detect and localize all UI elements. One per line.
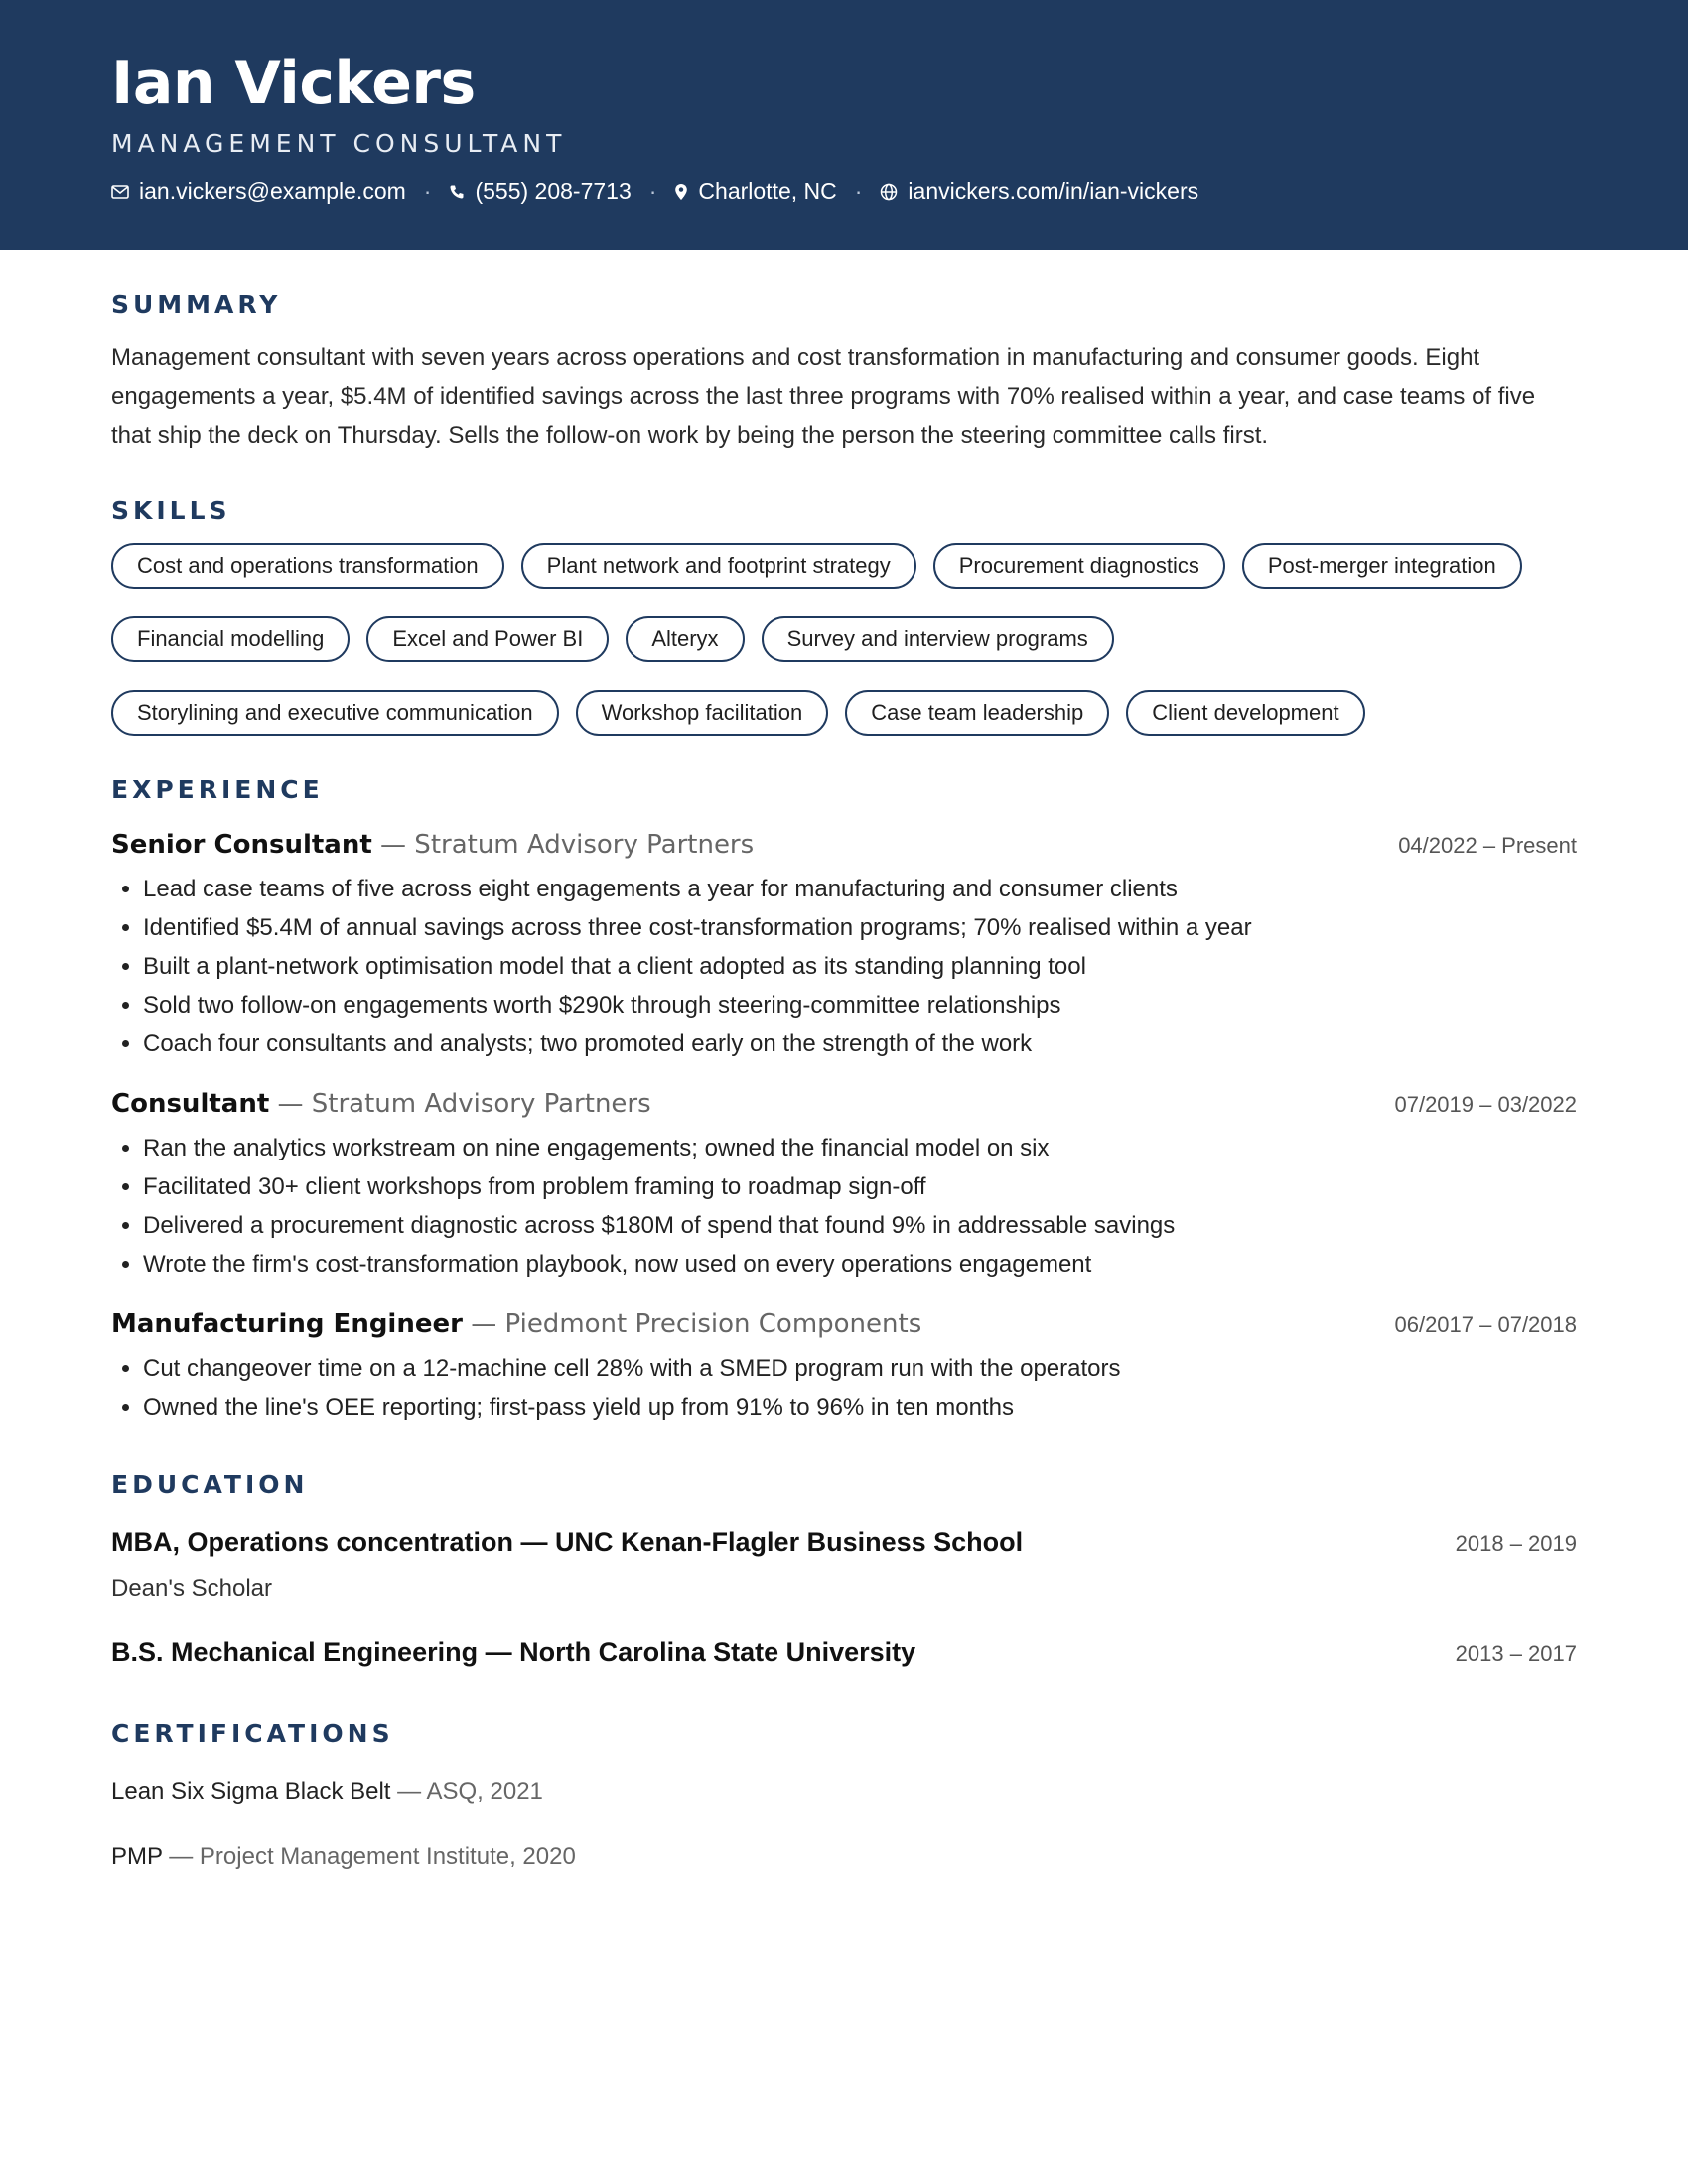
section-heading-summary: SUMMARY (111, 290, 282, 319)
skill-chip: Client development (1126, 690, 1364, 736)
job-bullets (111, 870, 1577, 1063)
location-text: Charlotte, NC (698, 178, 837, 204)
education-note: Dean's Scholar (111, 1575, 272, 1602)
job-bullet: • Built a plant-network optimisation model that a client adopted as its standing planning tool (143, 947, 1577, 986)
job-company: — Stratum Advisory Partners (269, 1089, 651, 1119)
candidate-name: Ian Vickers (111, 49, 476, 118)
job-role: Consultant (111, 1089, 270, 1119)
job-entry (111, 830, 1577, 1063)
globe-icon (880, 183, 898, 201)
job-bullet: • Sold two follow-on engagements worth $290k through steering-committee relationships (143, 986, 1577, 1024)
job-header (111, 830, 1577, 860)
experience-section (111, 775, 1577, 1427)
certifications-section (111, 1719, 1577, 1871)
education-degree: MBA, Operations concentration — UNC Kenan-Flagler Business School (111, 1527, 1024, 1557)
job-bullet: • Identified $5.4M of annual savings across three cost-transformation programs; 70% realised within a year (143, 908, 1577, 947)
certification-name: PMP (111, 1843, 163, 1870)
job-bullet: • Lead case teams of five across eight engagements a year for manufacturing and consumer clients (143, 870, 1577, 908)
summary-section (111, 290, 1577, 455)
skill-chip: Workshop facilitation (576, 690, 829, 736)
section-heading-skills: SKILLS (111, 496, 231, 525)
education-entry (111, 1527, 1577, 1603)
job-role: Manufacturing Engineer (111, 1309, 463, 1339)
job-dates: 06/2017 – 07/2018 (1394, 1312, 1577, 1337)
resume-body (0, 290, 1688, 1871)
education-dates: 2018 – 2019 (1455, 1531, 1577, 1556)
job-header (111, 1309, 1577, 1339)
education-section (111, 1470, 1577, 1668)
skill-chip: Excel and Power BI (366, 616, 609, 662)
job-bullet: • Cut changeover time on a 12-machine cell 28% with a SMED program run with the operators (143, 1349, 1577, 1388)
skills-list (111, 543, 1577, 736)
job-bullets (111, 1349, 1577, 1427)
summary-paragraph: Management consultant with seven years across operations and cost transformation in manufacturing and consumer goods. Eight engagements a year, $5.4M of identified savings across the last three programs with 70% realised within a year, and case teams of five that ship the deck on Thursday. Sells the follow-on work by being the person the steering committee calls first. (111, 344, 1536, 449)
education-degree: B.S. Mechanical Engineering — North Carolina State University (111, 1637, 916, 1667)
skill-chip: Financial modelling (111, 616, 350, 662)
job-bullet: • Delivered a procurement diagnostic across $180M of spend that found 9% in addressable savings (143, 1206, 1577, 1245)
email-text: ian.vickers@example.com (139, 178, 406, 204)
job-bullet: • Facilitated 30+ client workshops from problem framing to roadmap sign-off (143, 1167, 1577, 1206)
location-pin-icon (674, 183, 688, 201)
skills-section (111, 496, 1577, 736)
job-company: — Stratum Advisory Partners (371, 830, 755, 860)
job-bullet: • Wrote the firm's cost-transformation playbook, now used on every operations engagement (143, 1245, 1577, 1284)
contact-location (674, 178, 836, 205)
certification-entry (111, 1843, 1577, 1871)
contact-email[interactable] (111, 178, 406, 205)
contact-line (111, 178, 1577, 205)
skill-chip: Case team leadership (845, 690, 1109, 736)
website-link: ianvickers.com/in/ian-vickers (908, 178, 1199, 204)
job-bullet: • Coach four consultants and analysts; two promoted early on the strength of the work (143, 1024, 1577, 1063)
job-entry (111, 1309, 1577, 1427)
certification-issuer: — ASQ, 2021 (390, 1778, 543, 1805)
job-role: Senior Consultant (111, 830, 372, 860)
skill-chip: Storylining and executive communication (111, 690, 559, 736)
job-dates: 07/2019 – 03/2022 (1394, 1092, 1577, 1117)
mail-icon (111, 185, 129, 199)
job-bullet: • Ran the analytics workstream on nine engagements; owned the financial model on six (143, 1129, 1577, 1167)
section-heading-certifications: CERTIFICATIONS (111, 1719, 394, 1748)
skill-chip: Alteryx (626, 616, 744, 662)
section-heading-education: EDUCATION (111, 1470, 309, 1499)
job-header (111, 1089, 1577, 1119)
contact-separator: · (423, 178, 432, 204)
education-dates: 2013 – 2017 (1455, 1641, 1577, 1666)
job-company: — Piedmont Precision Components (462, 1309, 922, 1339)
contact-separator: · (648, 178, 657, 204)
certification-entry (111, 1778, 1577, 1806)
contact-separator: · (854, 178, 863, 204)
skill-chip: Plant network and footprint strategy (521, 543, 916, 589)
job-dates: 04/2022 – Present (1398, 833, 1577, 858)
job-entry (111, 1089, 1577, 1284)
job-bullets (111, 1129, 1577, 1284)
skill-chip: Post-merger integration (1242, 543, 1522, 589)
education-entry (111, 1637, 1577, 1668)
education-header (111, 1527, 1577, 1558)
phone-icon (449, 184, 465, 200)
phone-text: (555) 208-7713 (475, 178, 632, 204)
certification-name: Lean Six Sigma Black Belt (111, 1778, 391, 1805)
candidate-title: MANAGEMENT CONSULTANT (111, 129, 567, 158)
skill-chip: Survey and interview programs (762, 616, 1114, 662)
education-header (111, 1637, 1577, 1668)
skill-chip: Procurement diagnostics (933, 543, 1225, 589)
certification-issuer: — Project Management Institute, 2020 (162, 1843, 576, 1870)
skill-chip: Cost and operations transformation (111, 543, 504, 589)
contact-website[interactable] (880, 178, 1198, 205)
resume-header (0, 0, 1688, 250)
contact-phone[interactable] (449, 178, 631, 205)
job-bullet: • Owned the line's OEE reporting; first-pass yield up from 91% to 96% in ten months (143, 1388, 1577, 1427)
section-heading-experience: EXPERIENCE (111, 775, 324, 804)
